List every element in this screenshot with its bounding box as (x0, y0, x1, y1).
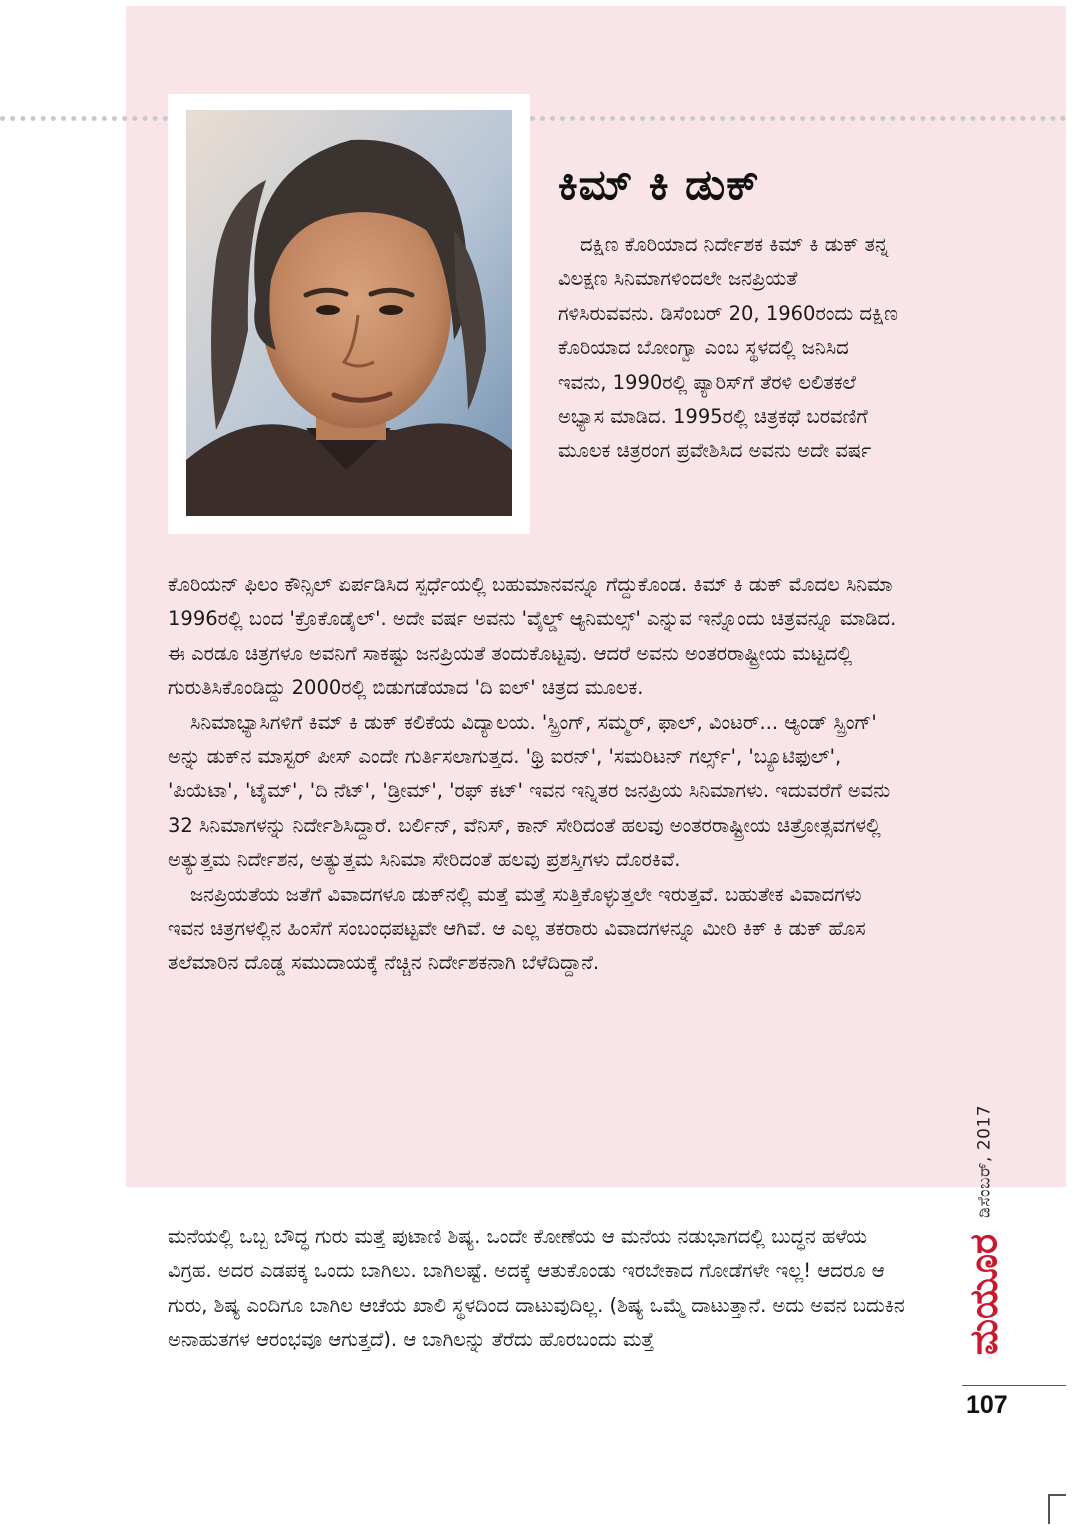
portrait-illustration (186, 110, 512, 516)
page-number: 107 (966, 1391, 1008, 1419)
crop-mark (1048, 1494, 1066, 1524)
magazine-side-label (963, 1095, 1005, 1365)
main-story-text (168, 1220, 913, 1358)
lead-paragraph-continuation: ಕೊರಿಯನ್ ಫಿಲಂ ಕೌನ್ಸಿಲ್ ಏರ್ಪಡಿಸಿದ ಸ್ಪರ್ಧೆಯಲ್ಲಿ ಬಹುಮಾನವನ್ನೂ ಗೆದ್ದುಕೊಂಡ. ಕಿಮ್ ಕಿ ಡುಕ್ ಮೊದಲ ಸಿನಿಮಾ 1996ರಲ್ಲಿ ಬಂದ 'ಕ್ರೊಕೊಡೈಲ್'. ಅದೇ ವರ್ಷ ಅವನು 'ವೈಲ್ಡ್ ಆ್ಯನಿಮಲ್ಸ್' ಎನ್ನುವ ಇನ್ನೊಂದು ಚಿತ್ರವನ್ನೂ ಮಾಡಿದ. ಈ ಎರಡೂ ಚಿತ್ರಗಳೂ ಅವನಿಗೆ ಸಾಕಷ್ಟು ಜನಪ್ರಿಯತೆ ತಂದುಕೊಟ್ಟವು. ಆದರೆ ಅವನು ಅಂತರರಾಷ್ಟ್ರೀಯ ಮಟ್ಟದಲ್ಲಿ ಗುರುತಿಸಿಕೊಂಡಿದ್ದು 2000ರಲ್ಲಿ ಬಿಡುಗಡೆಯಾದ 'ದಿ ಐಲ್' ಚಿತ್ರದ ಮೂಲಕ. (168, 573, 897, 700)
article-paragraph: ಜನಪ್ರಿಯತೆಯ ಜತೆಗೆ ವಿವಾದಗಳೂ ಡುಕ್‌ನಲ್ಲಿ ಮತ್ತೆ ಮತ್ತೆ ಸುತ್ತಿಕೊಳ್ಳುತ್ತಲೇ ಇರುತ್ತವೆ. ಬಹುತೇಕ ವಿವಾದಗಳು ಇವನ ಚಿತ್ರಗಳಲ್ಲಿನ ಹಿಂಸೆಗೆ ಸಂಬಂಧಪಟ್ಟವೇ ಆಗಿವೆ. ಆ ಎಲ್ಲ ತಕರಾರು ವಿವಾದಗಳನ್ನೂ ಮೀರಿ ಕಿಕ್ ಕಿ ಡುಕ್ ಹೊಸ ತಲೆಮಾರಿನ ದೊಡ್ಡ ಸಮುದಾಯಕ್ಕೆ ನೆಚ್ಚಿನ ನಿರ್ದೇಶಕನಾಗಿ ಬೆಳೆದಿದ್ದಾನೆ. (168, 882, 866, 975)
main-story-paragraph: ಮನೆಯಲ್ಲಿ ಒಬ್ಬ ಬೌದ್ಧ ಗುರು ಮತ್ತೆ ಪುಟಾಣಿ ಶಿಷ್ಯ. ಒಂದೇ ಕೋಣೆಯ ಆ ಮನೆಯ ನಡುಭಾಗದಲ್ಲಿ ಬುದ್ಧನ ಹಳೆಯ ವಿಗ್ರಹ. ಅದರ ಎಡಪಕ್ಕ ಒಂದು ಬಾಗಿಲು. ಬಾಗಿಲಷ್ಟೆ. ಅದಕ್ಕೆ ಆತುಕೊಂಡು ಇರಬೇಕಾದ ಗೋಡೆಗಳೇ ಇಲ್ಲ! ಆದರೂ ಆ ಗುರು, ಶಿಷ್ಯ ಎಂದಿಗೂ ಬಾಗಿಲ ಆಚೆಯ ಖಾಲಿ ಸ್ಥಳದಿಂದ ದಾಟುವುದಿಲ್ಲ. (ಶಿಷ್ಯ ಒಮ್ಮೆ ದಾಟುತ್ತಾನೆ. ಅದು ಅವನ ಬದುಕಿನ ಅನಾಹುತಗಳ ಆರಂಭವೂ ಆಗುತ್ತದೆ). ಆ ಬಾಗಿಲನ್ನು ತೆರೆದು ಹೊರಬಂದು ಮತ್ತೆ (168, 1225, 905, 1352)
portrait-photo-frame (168, 94, 530, 534)
page-number-rule (962, 1385, 1066, 1386)
issue-date: ಡಿಸೆಂಬರ್, 2017 (974, 1104, 994, 1218)
dotted-rule-right (530, 116, 1066, 121)
article-body (168, 568, 898, 981)
lead-paragraph: ದಕ್ಷಿಣ ಕೊರಿಯಾದ ನಿರ್ದೇಶಕ ಕಿಮ್ ಕಿ ಡುಕ್ ತನ್ನ ವಿಲಕ್ಷಣ ಸಿನಿಮಾಗಳಿಂದಲೇ ಜನಪ್ರಿಯತೆ ಗಳಿಸಿರುವವನು. ಡಿಸೆಂಬರ್ 20, 1960ರಂದು ದಕ್ಷಿಣ ಕೊರಿಯಾದ ಬೋಂಗ್ವಾ ಎಂಬ ಸ್ಥಳದಲ್ಲಿ ಜನಿಸಿದ ಇವನು, 1990ರಲ್ಲಿ ಪ್ಯಾರಿಸ್‌ಗೆ ತೆರಳಿ ಲಲಿತಕಲೆ ಅಭ್ಯಾಸ ಮಾಡಿದ. 1995ರಲ್ಲಿ ಚಿತ್ರಕಥೆ ಬರವಣಿಗೆ ಮೂಲಕ ಚಿತ್ರರಂಗ ಪ್ರವೇಶಿಸಿದ ಅವನು ಅದೇ ವರ್ಷ (558, 233, 898, 463)
magazine-name: ಮಯೂರ (961, 1233, 1006, 1356)
article-title: ಕಿಮ್ ಕಿ ಡುಕ್ (558, 160, 760, 209)
article-paragraph: ಸಿನಿಮಾಭ್ಯಾಸಿಗಳಿಗೆ ಕಿಮ್ ಕಿ ಡುಕ್ ಕಲಿಕೆಯ ವಿದ್ಯಾಲಯ. 'ಸ್ಪ್ರಿಂಗ್, ಸಮ್ಮರ್, ಫಾಲ್, ವಿಂಟರ್... ಆ್ಯಂಡ್ ಸ್ಪ್ರಿಂಗ್' ಅನ್ನು ಡುಕ್‌ನ ಮಾಸ್ಟರ್ ಪೀಸ್ ಎಂದೇ ಗುರ್ತಿಸಲಾಗುತ್ತದ. 'ಥ್ರಿ ಐರನ್', 'ಸಮರಿಟನ್ ಗರ್ಲ್ಸ್', 'ಬ್ಯೂಟಿಫುಲ್', 'ಪಿಯೆಟಾ', 'ಟೈಮ್', 'ದಿ ನೆಟ್', 'ಡ್ರೀಮ್', 'ರಫ್ ಕಟ್' ಇವನ ಇನ್ನಿತರ ಜನಪ್ರಿಯ ಸಿನಿಮಾಗಳು. ಇದುವರೆಗೆ ಅವನು 32 ಸಿನಿಮಾಗಳನ್ನು ನಿರ್ದೇಶಿಸಿದ್ದಾರೆ. ಬರ್ಲಿನ್, ವೆನಿಸ್, ಕಾನ್ ಸೇರಿದಂತೆ ಹಲವು ಅಂತರರಾಷ್ಟ್ರೀಯ ಚಿತ್ರೋತ್ಸವಗಳಲ್ಲಿ ಅತ್ಯುತ್ತಮ ನಿರ್ದೇಶನ, ಅತ್ಯುತ್ತಮ ಸಿನಿಮಾ ಸೇರಿದಂತೆ ಹಲವು ಪ್ರಶಸ್ತಿಗಳು ದೊರಕಿವೆ. (168, 710, 891, 872)
portrait-photo (186, 110, 512, 516)
dotted-rule-left (0, 116, 168, 121)
